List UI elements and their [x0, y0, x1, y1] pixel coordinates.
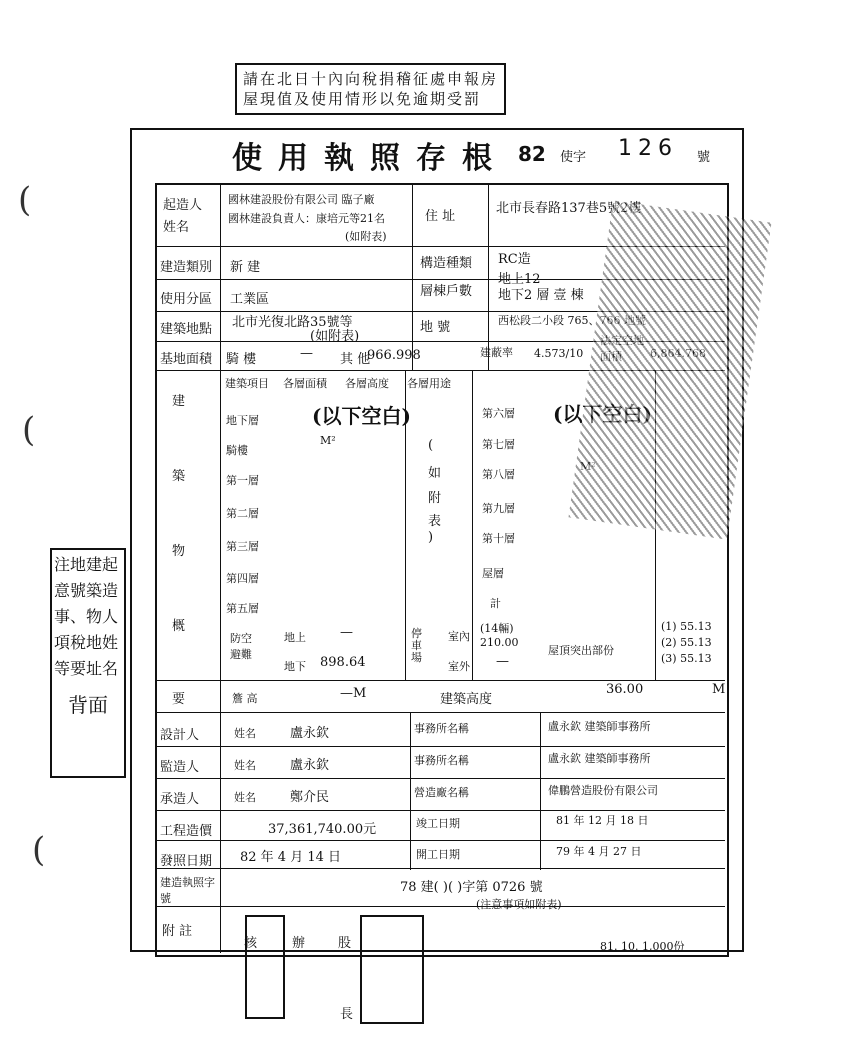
zoning-label: 使用分區 [160, 292, 213, 307]
form-year: 82 [518, 142, 546, 166]
left-floor-1: 地下層 [226, 414, 259, 427]
parking-label: 停車場 [411, 627, 422, 664]
shelter-below-value: 898.64 [320, 655, 366, 670]
sign-label-2: 辦 [292, 936, 306, 951]
usage-note-4: 表 [428, 514, 442, 529]
floors-label: 層棟戶數 [420, 284, 473, 299]
parking-outdoor-label: 室外 [448, 660, 470, 673]
height-label: 建築高度 [440, 692, 493, 707]
tax-reminder-stamp [235, 63, 506, 115]
legal-value: 6,864.768 [650, 347, 706, 360]
shelter-below-label: 地下 [284, 660, 306, 673]
divider [410, 840, 411, 870]
left-floor-2: 騎樓 [226, 444, 248, 457]
divider [540, 712, 541, 842]
left-blank-note: (以下空白) [312, 404, 411, 428]
designer-name: 盧永欽 [290, 726, 330, 741]
name-label: 姓名 [234, 759, 256, 772]
divider [155, 712, 725, 713]
detail-side-label-1: 建 [172, 394, 186, 409]
height-unit: M [712, 682, 726, 697]
scan-mark: ( [22, 410, 36, 450]
divider [155, 810, 725, 811]
usage-note-2: 如 [428, 466, 442, 481]
right-floor-3: 第八層 [482, 468, 515, 481]
site-note: (如附表) [310, 329, 360, 344]
left-floor-3: 第一層 [226, 474, 259, 487]
eave-value: —M [340, 686, 367, 701]
divider [155, 746, 725, 747]
right-floor-5: 第十層 [482, 532, 515, 545]
firm-label: 營造廠名稱 [414, 786, 469, 799]
site-label: 建築地點 [160, 322, 213, 337]
col-header-item: 建築項目 [225, 377, 269, 390]
detail-side-label-2: 築 [172, 469, 186, 484]
parking-indoor-value: (14輛) 210.00 [480, 622, 519, 649]
sign-label-1: 核 [244, 936, 258, 951]
right-floor-7: 計 [490, 597, 501, 610]
other-value: 966.998 [367, 348, 421, 363]
coverage-label: 建蔽率 [480, 346, 513, 359]
divider [155, 840, 725, 841]
right-floor-4: 第九層 [482, 502, 515, 515]
supervisor-name: 盧永欽 [290, 758, 330, 773]
address-value: 北市長春路137巷5號2樓 [496, 201, 642, 216]
divider [472, 370, 473, 680]
designer-office: 盧永欽 建築師事務所 [548, 720, 651, 733]
divider [155, 680, 725, 681]
issue-value: 82 年 4 月 14 日 [240, 850, 342, 865]
divider [220, 183, 221, 953]
applicant-value-1: 國林建設股份有限公司 臨子廠 [228, 193, 375, 206]
office-label: 事務所名稱 [414, 722, 469, 735]
right-floor-2: 第七層 [482, 438, 515, 451]
parking-outdoor-value: — [496, 654, 509, 669]
side-note-line-5: 等要址名 [54, 659, 119, 678]
right-floor-6: 屋層 [482, 567, 504, 580]
side-note-box [50, 548, 126, 778]
side-note-line-4: 項稅地姓 [54, 633, 119, 652]
side-note-line-1: 注地建起 [54, 555, 119, 574]
usage-note-5: ) [428, 530, 434, 545]
right-floor-1: 第六層 [482, 407, 515, 420]
firm-value: 偉鵬營造股份有限公司 [548, 784, 658, 797]
roof-value-2: (2) 55.13 [661, 636, 712, 649]
usage-note-3: 附 [428, 491, 442, 506]
lot-value: 西松段二小段 765、766 地號 [498, 314, 646, 327]
start-value: 79 年 4 月 27 日 [556, 845, 642, 858]
remark-label: 附 註 [162, 924, 193, 939]
divider [155, 868, 725, 869]
contractor-label: 承造人 [160, 792, 200, 807]
cost-value: 37,361,740.00元 [268, 822, 377, 837]
detail-side-label-5: 要 [172, 692, 186, 707]
detail-side-label-3: 物 [172, 544, 186, 559]
scan-mark: ( [32, 830, 46, 870]
base-area-label: 基地面積 [160, 352, 213, 367]
usage-note-1: ( [428, 438, 434, 453]
sign-label-3: 股 [338, 936, 352, 951]
cost-label: 工程造價 [160, 824, 213, 839]
side-note-line-3: 事、物人 [54, 607, 119, 626]
arcade-label: 騎 樓 [226, 352, 257, 367]
divider [488, 183, 489, 371]
col-header-height: 各層高度 [345, 377, 389, 390]
parking-indoor-label: 室內 [448, 630, 470, 643]
unit-label: M² [320, 434, 336, 447]
right-blank-note: (以下空白) [553, 402, 652, 426]
side-note-back-label: 背面 [68, 693, 108, 717]
left-floor-5: 第三層 [226, 540, 259, 553]
divider [412, 183, 413, 371]
structure-value: RC造 [498, 252, 531, 267]
form-number-suffix: 號 [697, 150, 711, 165]
left-floor-7: 第五層 [226, 602, 259, 615]
floors-value-2: 地下2 層 壹 棟 [498, 288, 584, 303]
left-floor-6: 第四層 [226, 572, 259, 585]
coverage-value: 4.573/10 [534, 347, 584, 360]
divider [155, 906, 725, 907]
remark-value: (注意事項如附表) [476, 898, 562, 911]
office-label: 事務所名稱 [414, 754, 469, 767]
divider [540, 840, 541, 870]
col-header-area: 各層面積 [283, 377, 327, 390]
footer-print: 81. 10. 1,000份 [600, 940, 685, 953]
build-type-label: 建造類別 [160, 260, 213, 275]
side-note-line-2: 意號築造 [54, 581, 119, 600]
site-value: 北市光復北路35號等 [232, 315, 353, 330]
start-label: 開工日期 [416, 848, 460, 861]
name-label: 姓名 [234, 791, 256, 804]
other-label: 其 他 [340, 352, 371, 367]
supervisor-label: 監造人 [160, 760, 200, 775]
unit-label: M² [580, 460, 596, 473]
legal-label: 法定空地面積 [600, 334, 644, 363]
height-value: 36.00 [606, 682, 644, 697]
divider [410, 712, 411, 842]
supervisor-office: 盧永欽 建築師事務所 [548, 752, 651, 765]
shelter-above-label: 地上 [284, 631, 306, 644]
form-doc-type: 使字 [560, 150, 587, 165]
form-doc-number: 126 [618, 136, 678, 161]
name-label: 姓名 [234, 727, 256, 740]
roof-value-1: (1) 55.13 [661, 620, 712, 633]
shelter-above-value: — [340, 625, 353, 640]
shelter-label: 防空避難 [230, 632, 252, 661]
build-type-value: 新 建 [230, 260, 261, 275]
address-label: 住 址 [425, 209, 456, 224]
divider [155, 778, 725, 779]
col-header-usage: 各層用途 [407, 377, 451, 390]
zoning-value: 工業區 [230, 292, 270, 307]
stamp-line-2: 屋現值及使用情形以免逾期受罰 [243, 90, 482, 108]
stamp-line-1: 請在北日十內向稅捐稽征處申報房 [243, 70, 499, 88]
issue-label: 發照日期 [160, 854, 213, 869]
form-title: 使用執照存根 [232, 141, 508, 176]
left-floor-4: 第二層 [226, 507, 259, 520]
floors-value-1: 地上12 [498, 272, 541, 287]
roof-value-3: (3) 55.13 [661, 652, 712, 665]
detail-side-label-4: 概 [172, 619, 186, 634]
signature-stamp [360, 915, 424, 1024]
permit-value: 78 建( )( )字第 0726 號 [400, 880, 543, 895]
complete-value: 81 年 12 月 18 日 [556, 814, 649, 827]
applicant-value-3: (如附表) [345, 230, 387, 243]
signature-stamp [245, 915, 285, 1019]
structure-label: 構造種類 [420, 256, 473, 271]
designer-label: 設計人 [160, 728, 200, 743]
complete-label: 竣工日期 [416, 817, 460, 830]
eave-label: 簷 高 [232, 692, 258, 705]
contractor-name: 鄭介民 [290, 790, 330, 805]
applicant-value-2: 國林建設負責人：康培元等21名 [228, 212, 385, 225]
applicant-label: 起造人 姓名 [163, 198, 203, 235]
scan-mark: ( [18, 180, 32, 220]
roof-label: 屋頂突出部份 [548, 644, 614, 657]
sign-label-4: 長 [340, 1007, 354, 1022]
arcade-value: — [300, 346, 313, 361]
lot-label: 地 號 [420, 320, 451, 335]
permit-label: 建造執照字號 [160, 876, 215, 905]
